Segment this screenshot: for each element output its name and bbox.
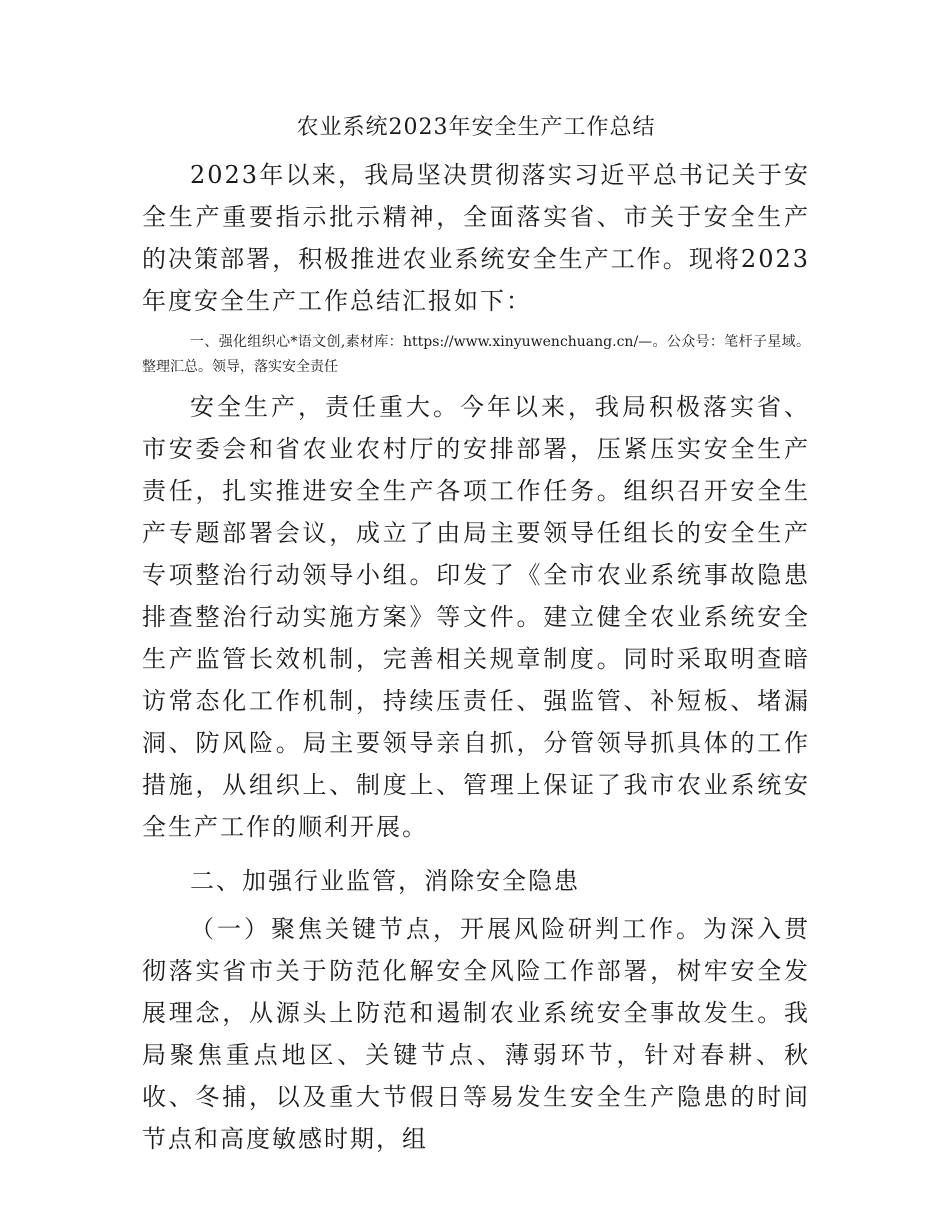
section1-paragraph: 安全生产，责任重大。今年以来，我局积极落实省、市安委会和省农业农村厅的安排部署，压紧压实安全生产责任，扎实推进安全生产各项工作任务。组织召开安全生产专题部署会议，成立了由局主要领导任组长的安全生产专项整治行动领导小组。印发了《全市农业系统事故隐患排查整治行动实施方案》等文件。建立健全农业系统安全生产监管长效机制，完善相关规章制度。同时采取明查暗访常态化工作机制，持续压责任、强监管、补短板、堵漏洞、防风险。局主要领导亲自抓，分管领导抓具体的工作措施，从组织上、制度上、管理上保证了我市农业系统安全生产工作的顺利开展。 (142, 393, 810, 841)
document-title: 农业系统2023年安全生产工作总结 (296, 115, 656, 140)
section2-paragraph: （一）聚焦关键节点，开展风险研判工作。为深入贯彻落实省市关于防范化解安全风险工作部署，树牢安全发展理念，从源头上防范和遏制农业系统安全事故发生。我局聚焦重点地区、关键节点、薄弱环节，针对春耕、秋收、冬捕，以及重大节假日等易发生安全生产隐患的时间节点和高度敏感时期，组 (142, 915, 810, 1153)
intro-paragraph: 2023年以来，我局坚决贯彻落实习近平总书记关于安全生产重要指示批示精神，全面落实省、市关于安全生产的决策部署，积极推进农业系统安全生产工作。现将2023年度安全生产工作总结汇报如下： (142, 161, 810, 315)
section1-heading-note: 一、强化组织心*语文创,素材库：https://www.xinyuwenchuang.cn/—。公众号：笔杆子星域。整理汇总。领导，落实安全责任 (142, 334, 810, 375)
section2-heading: 二、加强行业监管，消除安全隐患 (190, 867, 580, 895)
document-page (142, 108, 810, 1160)
